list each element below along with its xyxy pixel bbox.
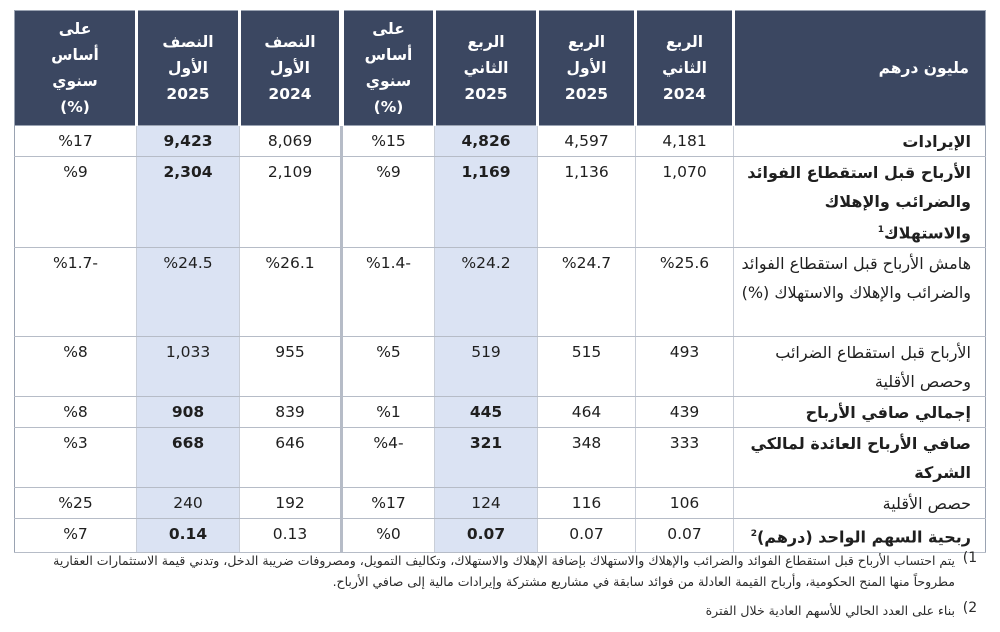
cell-quarter-yoy: %17 [342, 488, 435, 519]
cell-q2-2025: %24.2 [435, 248, 538, 337]
header-h1-2024: النصف الأول 2024 [240, 11, 342, 126]
cell-q2-2025: 0.07 [435, 519, 538, 552]
header-half-yoy: على أساس سنوي (%) [15, 11, 137, 126]
footnote-marker: 1 [877, 225, 885, 235]
footnote-number: 2) [962, 600, 978, 616]
cell-h1-2025: 668 [137, 428, 240, 488]
footnote-text: بناء على العدد الحالي للأسهم العادية خلال الفترة [705, 603, 955, 618]
table-row-minority [15, 488, 986, 519]
cell-half-yoy: %3 [15, 428, 137, 488]
cell-q1-2025: 348 [538, 428, 636, 488]
cell-half-yoy: %17 [15, 126, 137, 157]
row-label: الإيرادات [734, 126, 986, 157]
cell-h1-2024: 8,069 [240, 126, 342, 157]
header-q1-2025: الربع الأول 2025 [538, 11, 636, 126]
table-row-net-profit-owners [15, 428, 986, 488]
row-label: إجمالي صافي الأرباح [734, 397, 986, 428]
table-row-ebitda [15, 157, 986, 248]
table-row-ebitda-margin [15, 248, 986, 337]
table-row-net-profit [15, 397, 986, 428]
row-label: الأرباح قبل استقطاع الضرائب وحصص الأقلية [734, 337, 986, 397]
cell-half-yoy: %9 [15, 157, 137, 248]
cell-quarter-yoy: %15 [342, 126, 435, 157]
footnote-text: يتم احتساب الأرباح قبل استقطاع الفوائد والضرائب والإهلاك والاستهلاك بإضافة الإهلاك والاستهلاك، وتكاليف التمويل، ومصروفات ضريبة الدخل، وتدني قيمة الاستثمارات العقارية مطروحاً منها المنح الحكومية، وأرباح القيمة العادلة من فوائد سابقة في مشاريع مشتركة وإيرادات مالية إلى صافي الأرباح. [53, 553, 955, 589]
cell-q1-2025: %24.7 [538, 248, 636, 337]
cell-h1-2024: 839 [240, 397, 342, 428]
cell-quarter-yoy: %9 [342, 157, 435, 248]
cell-h1-2024: %26.1 [240, 248, 342, 337]
cell-half-yoy: %7 [15, 519, 137, 552]
cell-h1-2024: 192 [240, 488, 342, 519]
cell-quarter-yoy: %0 [342, 519, 435, 552]
cell-q2-2024: 0.07 [636, 519, 734, 552]
footnote-1 [14, 550, 985, 592]
table-row-ebt [15, 337, 986, 397]
cell-q2-2024: %25.6 [636, 248, 734, 337]
row-label: الأرباح قبل استقطاع الفوائد والضرائب والإهلاك والاستهلاك$^1$ [734, 157, 986, 248]
cell-q2-2025: 124 [435, 488, 538, 519]
table-header-row [15, 11, 986, 126]
table-row-revenue [15, 126, 986, 157]
cell-quarter-yoy: -%1.4 [342, 248, 435, 337]
row-label: صافي الأرباح العائدة لمالكي الشركة [734, 428, 986, 488]
cell-h1-2024: 955 [240, 337, 342, 397]
cell-q2-2024: 493 [636, 337, 734, 397]
footnote-number: 1) [962, 550, 978, 566]
cell-q1-2025: 116 [538, 488, 636, 519]
cell-half-yoy: %8 [15, 337, 137, 397]
cell-q2-2024: 439 [636, 397, 734, 428]
cell-quarter-yoy: -%4 [342, 428, 435, 488]
cell-q2-2024: 1,070 [636, 157, 734, 248]
cell-h1-2024: 646 [240, 428, 342, 488]
cell-h1-2025: 2,304 [137, 157, 240, 248]
row-label: هامش الأرباح قبل استقطاع الفوائد والضرائب والإهلاك والاستهلاك (%) [734, 248, 986, 337]
header-q2-2024: الربع الثاني 2024 [636, 11, 734, 126]
financial-summary-table [14, 10, 986, 553]
cell-h1-2025: 1,033 [137, 337, 240, 397]
cell-h1-2025: 908 [137, 397, 240, 428]
cell-h1-2024: 0.13 [240, 519, 342, 552]
cell-q2-2024: 333 [636, 428, 734, 488]
cell-h1-2025: 9,423 [137, 126, 240, 157]
header-quarter-yoy: على أساس سنوي (%) [342, 11, 435, 126]
footnotes [14, 550, 985, 629]
cell-q2-2025: 4,826 [435, 126, 538, 157]
cell-q2-2025: 321 [435, 428, 538, 488]
cell-q1-2025: 4,597 [538, 126, 636, 157]
cell-h1-2024: 2,109 [240, 157, 342, 248]
table-row-eps [15, 519, 986, 552]
footnote-2 [14, 600, 985, 621]
cell-q2-2025: 445 [435, 397, 538, 428]
cell-q2-2025: 1,169 [435, 157, 538, 248]
footnote-marker: 2 [750, 529, 757, 540]
cell-q1-2025: 515 [538, 337, 636, 397]
cell-half-yoy: -%1.7 [15, 248, 137, 337]
header-q2-2025: الربع الثاني 2025 [435, 11, 538, 126]
row-label: ربحية السهم الواحد (درهم)$^2$ [734, 519, 986, 552]
cell-q2-2025: 519 [435, 337, 538, 397]
cell-q2-2024: 4,181 [636, 126, 734, 157]
cell-q1-2025: 464 [538, 397, 636, 428]
cell-q1-2025: 1,136 [538, 157, 636, 248]
cell-q2-2024: 106 [636, 488, 734, 519]
cell-h1-2025: 0.14 [137, 519, 240, 552]
header-h1-2025: النصف الأول 2025 [137, 11, 240, 126]
cell-q1-2025: 0.07 [538, 519, 636, 552]
cell-half-yoy: %25 [15, 488, 137, 519]
cell-h1-2025: %24.5 [137, 248, 240, 337]
cell-quarter-yoy: %5 [342, 337, 435, 397]
cell-quarter-yoy: %1 [342, 397, 435, 428]
header-unit: مليون درهم [734, 11, 986, 126]
cell-half-yoy: %8 [15, 397, 137, 428]
cell-h1-2025: 240 [137, 488, 240, 519]
row-label: حصص الأقلية [734, 488, 986, 519]
